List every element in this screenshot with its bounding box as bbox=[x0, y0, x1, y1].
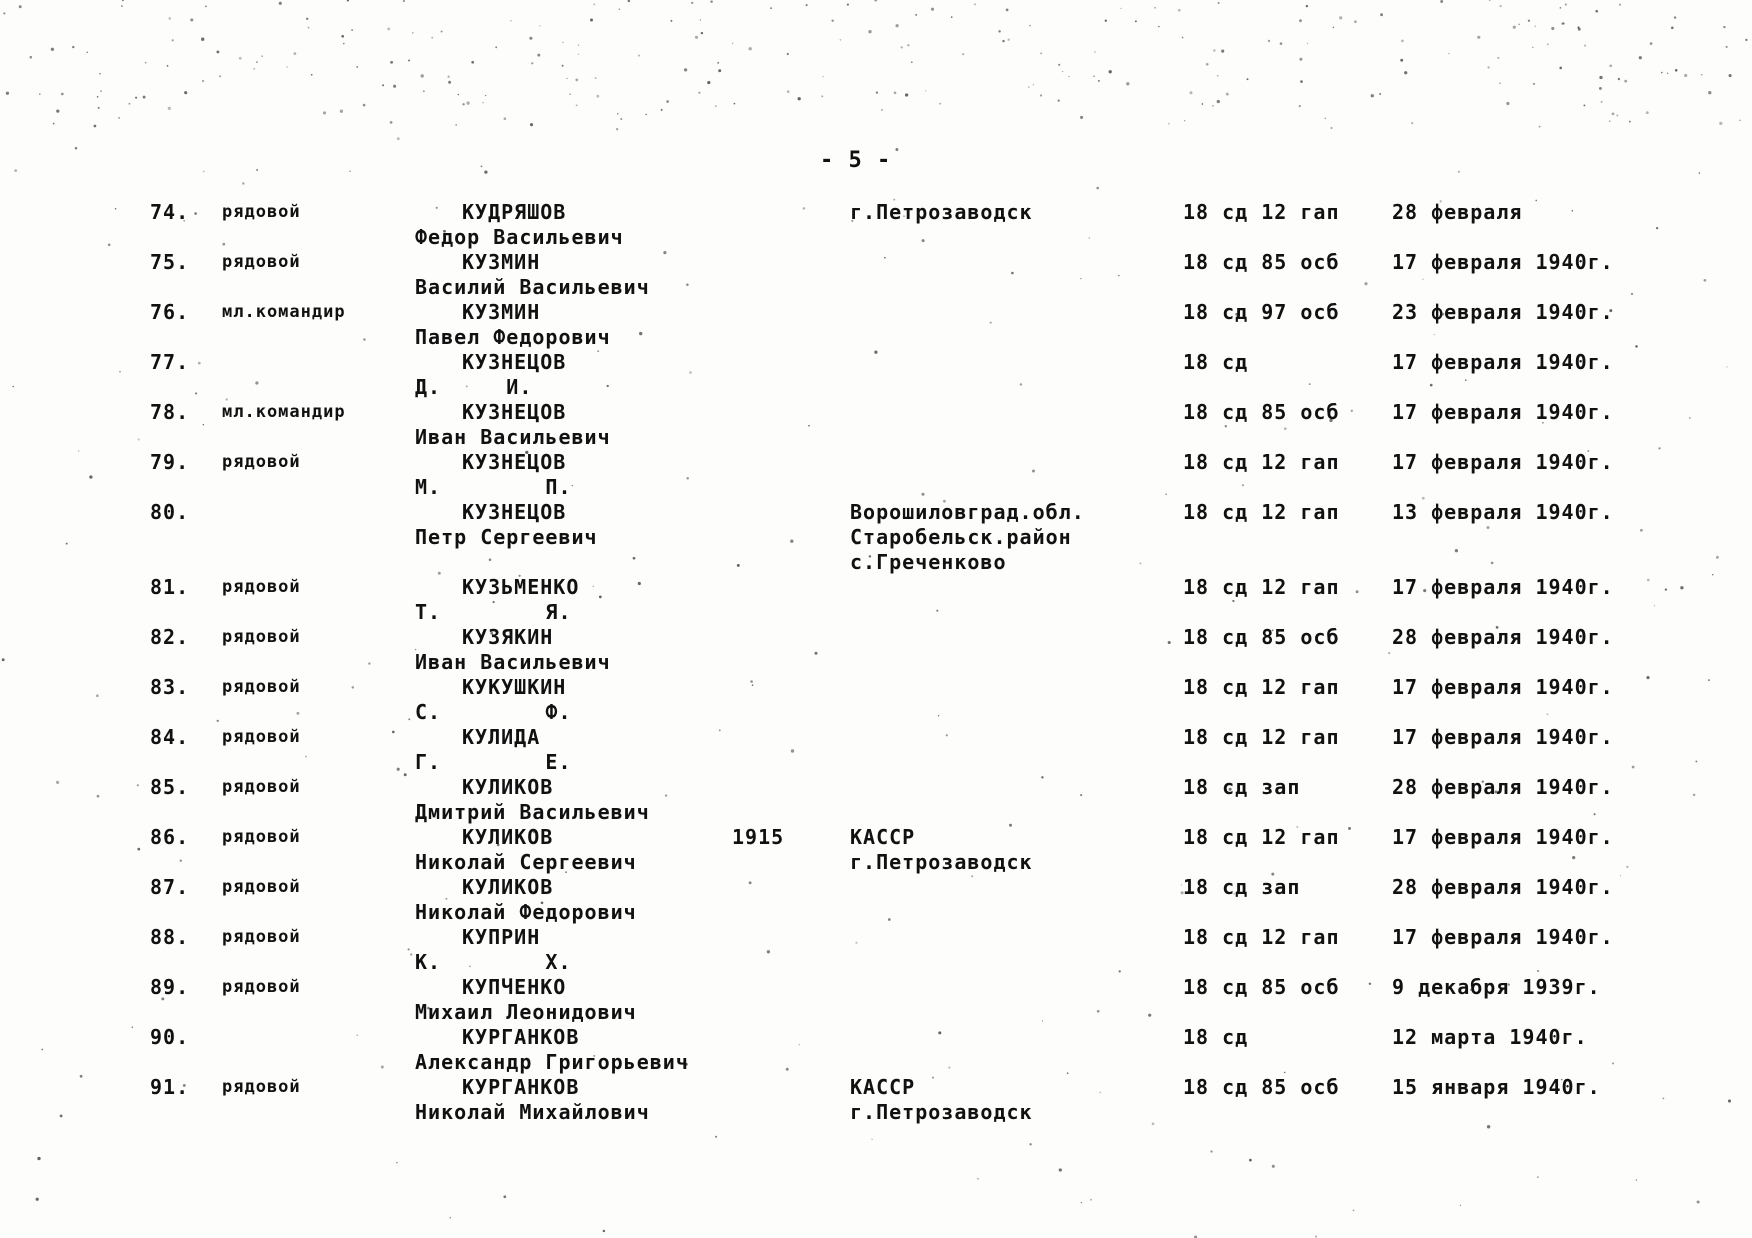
list-item bbox=[0, 350, 1752, 400]
list-item bbox=[0, 450, 1752, 500]
entry-number: 76. bbox=[150, 300, 190, 324]
entry-surname: КУДРЯШОВ bbox=[462, 200, 567, 224]
entry-rank: рядовой bbox=[222, 727, 301, 747]
entry-given-names: Иван Васильевич bbox=[415, 650, 611, 674]
entry-unit: 18 сд зап bbox=[1183, 875, 1301, 899]
entry-surname: КУПРИН bbox=[462, 925, 541, 949]
entry-number: 78. bbox=[150, 400, 190, 424]
list-item bbox=[0, 825, 1752, 875]
entry-place-line: Ворошиловград.обл. bbox=[850, 500, 1085, 524]
entry-unit: 18 сд 12 гап bbox=[1183, 925, 1340, 949]
entry-number: 91. bbox=[150, 1075, 190, 1099]
entry-rank: мл.командир bbox=[222, 402, 346, 422]
entry-number: 90. bbox=[150, 1025, 190, 1049]
list-item bbox=[0, 925, 1752, 975]
entry-number: 85. bbox=[150, 775, 190, 799]
entry-given-names: Николай Михайлович bbox=[415, 1100, 650, 1124]
entry-date: 17 февраля 1940г. bbox=[1392, 400, 1614, 424]
entry-date: 17 февраля 1940г. bbox=[1392, 350, 1614, 374]
entry-given-names: М. П. bbox=[415, 475, 572, 499]
list-item bbox=[0, 500, 1752, 574]
entry-number: 83. bbox=[150, 675, 190, 699]
entry-given-names: Дмитрий Васильевич bbox=[415, 800, 650, 824]
entry-surname: КУЗНЕЦОВ bbox=[462, 350, 567, 374]
entry-given-names: Александр Григорьевич bbox=[415, 1050, 689, 1074]
entry-place-line: г.Петрозаводск bbox=[850, 1100, 1033, 1124]
entry-surname: КУЗМИН bbox=[462, 300, 541, 324]
page-number: - 5 - bbox=[820, 148, 892, 173]
entry-given-names: Василий Васильевич bbox=[415, 275, 650, 299]
entry-surname: КУЛИКОВ bbox=[462, 825, 554, 849]
list-item bbox=[0, 300, 1752, 350]
entry-surname: КУЛИКОВ bbox=[462, 775, 554, 799]
entry-given-names: Г. Е. bbox=[415, 750, 572, 774]
entry-surname: КУЗЬМЕНКО bbox=[462, 575, 580, 599]
entry-given-names: Павел Федорович bbox=[415, 325, 611, 349]
entry-date: 17 февраля 1940г. bbox=[1392, 825, 1614, 849]
entry-rank: рядовой bbox=[222, 202, 301, 222]
entry-birth-year: 1915 bbox=[732, 825, 785, 849]
entry-date: 9 декабря 1939г. bbox=[1392, 975, 1601, 999]
entry-unit: 18 сд 85 осб bbox=[1183, 625, 1340, 649]
entry-surname: КУЗЯКИН bbox=[462, 625, 554, 649]
entry-rank: рядовой bbox=[222, 777, 301, 797]
entry-given-names: Д. И. bbox=[415, 375, 533, 399]
entry-rank: рядовой bbox=[222, 827, 301, 847]
entry-unit: 18 сд 12 гап bbox=[1183, 200, 1340, 224]
entry-unit: 18 сд 12 гап bbox=[1183, 825, 1340, 849]
entry-number: 81. bbox=[150, 575, 190, 599]
entry-unit: 18 сд 85 осб bbox=[1183, 250, 1340, 274]
entry-date: 28 февраля 1940г. bbox=[1392, 625, 1614, 649]
entry-unit: 18 сд 85 осб bbox=[1183, 1075, 1340, 1099]
entry-surname: КУЛИДА bbox=[462, 725, 541, 749]
entry-place-line: с.Греченково bbox=[850, 550, 1007, 574]
entry-date: 17 февраля 1940г. bbox=[1392, 725, 1614, 749]
entry-number: 74. bbox=[150, 200, 190, 224]
entry-date: 17 февраля 1940г. bbox=[1392, 450, 1614, 474]
entry-number: 79. bbox=[150, 450, 190, 474]
entry-surname: КУПЧЕНКО bbox=[462, 975, 567, 999]
entry-rank: рядовой bbox=[222, 252, 301, 272]
entry-rank: рядовой bbox=[222, 677, 301, 697]
entry-place-line: г.Петрозаводск bbox=[850, 850, 1033, 874]
entry-date: 12 марта 1940г. bbox=[1392, 1025, 1588, 1049]
list-item bbox=[0, 200, 1752, 250]
entry-unit: 18 сд 85 осб bbox=[1183, 400, 1340, 424]
list-item bbox=[0, 625, 1752, 675]
entry-rank: рядовой bbox=[222, 627, 301, 647]
entry-place-line: Старобельск.район bbox=[850, 525, 1072, 549]
list-item bbox=[0, 575, 1752, 625]
entry-date: 17 февраля 1940г. bbox=[1392, 575, 1614, 599]
entry-unit: 18 сд bbox=[1183, 1025, 1249, 1049]
entry-date: 15 января 1940г. bbox=[1392, 1075, 1601, 1099]
entry-given-names: Николай Федорович bbox=[415, 900, 637, 924]
entry-given-names: Федор Васильевич bbox=[415, 225, 624, 249]
entry-rank: мл.командир bbox=[222, 302, 346, 322]
entry-date: 13 февраля 1940г. bbox=[1392, 500, 1614, 524]
entry-given-names: Николай Сергеевич bbox=[415, 850, 637, 874]
entry-surname: КУЗНЕЦОВ bbox=[462, 450, 567, 474]
entry-given-names: С. Ф. bbox=[415, 700, 572, 724]
entry-unit: 18 сд 12 гап bbox=[1183, 675, 1340, 699]
entry-given-names: К. Х. bbox=[415, 950, 572, 974]
entry-surname: КУРГАНКОВ bbox=[462, 1025, 580, 1049]
entry-rank: рядовой bbox=[222, 577, 301, 597]
entry-unit: 18 сд 85 осб bbox=[1183, 975, 1340, 999]
list-item bbox=[0, 875, 1752, 925]
entry-date: 28 февраля 1940г. bbox=[1392, 875, 1614, 899]
entry-rank: рядовой bbox=[222, 452, 301, 472]
entry-number: 86. bbox=[150, 825, 190, 849]
entry-date: 17 февраля 1940г. bbox=[1392, 250, 1614, 274]
entry-surname: КУКУШКИН bbox=[462, 675, 567, 699]
entry-number: 75. bbox=[150, 250, 190, 274]
entry-date: 17 февраля 1940г. bbox=[1392, 675, 1614, 699]
list-item bbox=[0, 975, 1752, 1025]
entry-number: 80. bbox=[150, 500, 190, 524]
entry-rank: рядовой bbox=[222, 927, 301, 947]
entry-surname: КУЛИКОВ bbox=[462, 875, 554, 899]
entry-surname: КУЗМИН bbox=[462, 250, 541, 274]
entry-date: 17 февраля 1940г. bbox=[1392, 925, 1614, 949]
entry-surname: КУЗНЕЦОВ bbox=[462, 500, 567, 524]
entry-unit: 18 сд 12 гап bbox=[1183, 725, 1340, 749]
entry-place-line: КАССР bbox=[850, 825, 916, 849]
entry-place-line: г.Петрозаводск bbox=[850, 200, 1033, 224]
list-item bbox=[0, 775, 1752, 825]
entry-rank: рядовой bbox=[222, 977, 301, 997]
entry-unit: 18 сд 12 гап bbox=[1183, 575, 1340, 599]
list-item bbox=[0, 250, 1752, 300]
list-item bbox=[0, 1025, 1752, 1075]
entry-date: 28 февраля bbox=[1392, 200, 1523, 224]
entry-number: 89. bbox=[150, 975, 190, 999]
list-item bbox=[0, 1075, 1752, 1125]
entry-number: 88. bbox=[150, 925, 190, 949]
list-item bbox=[0, 675, 1752, 725]
entry-number: 77. bbox=[150, 350, 190, 374]
entry-number: 82. bbox=[150, 625, 190, 649]
entry-number: 87. bbox=[150, 875, 190, 899]
entry-number: 84. bbox=[150, 725, 190, 749]
entry-unit: 18 сд bbox=[1183, 350, 1249, 374]
entry-surname: КУЗНЕЦОВ bbox=[462, 400, 567, 424]
entry-given-names: Петр Сергеевич bbox=[415, 525, 598, 549]
entry-unit: 18 сд 12 гап bbox=[1183, 500, 1340, 524]
entry-rank: рядовой bbox=[222, 877, 301, 897]
entry-date: 28 февраля 1940г. bbox=[1392, 775, 1614, 799]
entry-place-line: КАССР bbox=[850, 1075, 916, 1099]
entry-surname: КУРГАНКОВ bbox=[462, 1075, 580, 1099]
entry-rank: рядовой bbox=[222, 1077, 301, 1097]
entry-date: 23 февраля 1940г. bbox=[1392, 300, 1614, 324]
entry-unit: 18 сд зап bbox=[1183, 775, 1301, 799]
entry-given-names: Михаил Леонидович bbox=[415, 1000, 637, 1024]
list-item bbox=[0, 725, 1752, 775]
entry-unit: 18 сд 97 осб bbox=[1183, 300, 1340, 324]
entry-given-names: Т. Я. bbox=[415, 600, 572, 624]
entry-given-names: Иван Васильевич bbox=[415, 425, 611, 449]
entry-unit: 18 сд 12 гап bbox=[1183, 450, 1340, 474]
list-item bbox=[0, 400, 1752, 450]
